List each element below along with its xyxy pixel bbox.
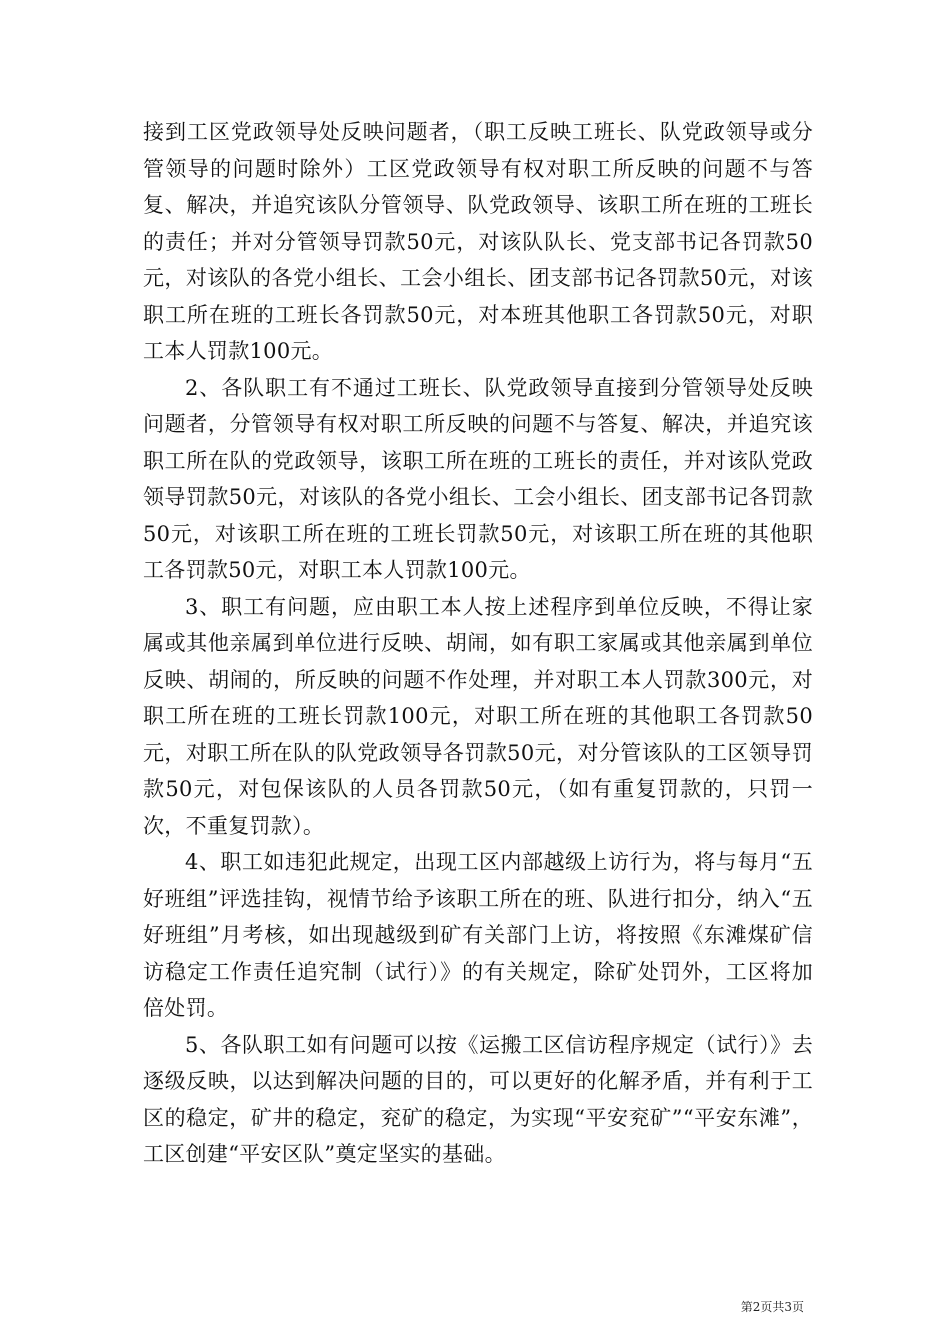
document-body	[143, 114, 813, 1173]
paragraph-item-5: 5、各队职工如有问题可以按《运搬工区信访程序规定（试行）》去逐级反映，以达到解决问题的目的，可以更好的化解矛盾，并有利于工区的稳定，矿井的稳定，兖矿的稳定，为实现“平安兖矿”“平安东滩”，工区创建“平安区队”奠定坚实的基础。	[143, 1032, 813, 1166]
paragraph-item-2: 2、各队职工有不通过工班长、队党政领导直接到分管领导处反映问题者，分管领导有权对职工所反映的问题不与答复、解决，并追究该职工所在队的党政领导，该职工所在班的工班长的责任，并对该队党政领导罚款50元，对该队的各党小组长、工会小组长、团支部书记各罚款50元，对该职工所在班的工班长罚款50元，对该职工所在班的其他职工各罚款50元，对职工本人罚款100元。	[143, 375, 813, 582]
paragraph-item-3: 3、职工有问题，应由职工本人按上述程序到单位反映，不得让家属或其他亲属到单位进行反映、胡闹，如有职工家属或其他亲属到单位反映、胡闹的，所反映的问题不作处理，并对职工本人罚款300元，对职工所在班的工班长罚款100元，对职工所在班的其他职工各罚款50元，对职工所在队的队党政领导各罚款50元，对分管该队的工区领导罚款50元，对包保该队的人员各罚款50元，（如有重复罚款的，只罚一次，不重复罚款）。	[143, 594, 813, 838]
paragraph-item-4: 4、职工如违犯此规定，出现工区内部越级上访行为，将与每月“五好班组”评选挂钩，视情节给予该职工所在的班、队进行扣分，纳入“五好班组”月考核，如出现越级到矿有关部门上访，将按照《东滩煤矿信访稳定工作责任追究制（试行）》的有关规定，除矿处罚外，工区将加倍处罚。	[143, 850, 813, 1020]
paragraph-continuation: 接到工区党政领导处反映问题者，（职工反映工班长、队党政领导或分管领导的问题时除外）工区党政领导有权对职工所反映的问题不与答复、解决，并追究该队分管领导、队党政领导、该职工所在班的工班长的责任；并对分管领导罚款50元，对该队队长、党支部书记各罚款50元，对该队的各党小组长、工会小组长、团支部书记各罚款50元，对该职工所在班的工班长各罚款50元，对本班其他职工各罚款50元，对职工本人罚款100元。	[143, 120, 813, 363]
page-number-footer: 第2页共3页	[740, 1300, 804, 1314]
